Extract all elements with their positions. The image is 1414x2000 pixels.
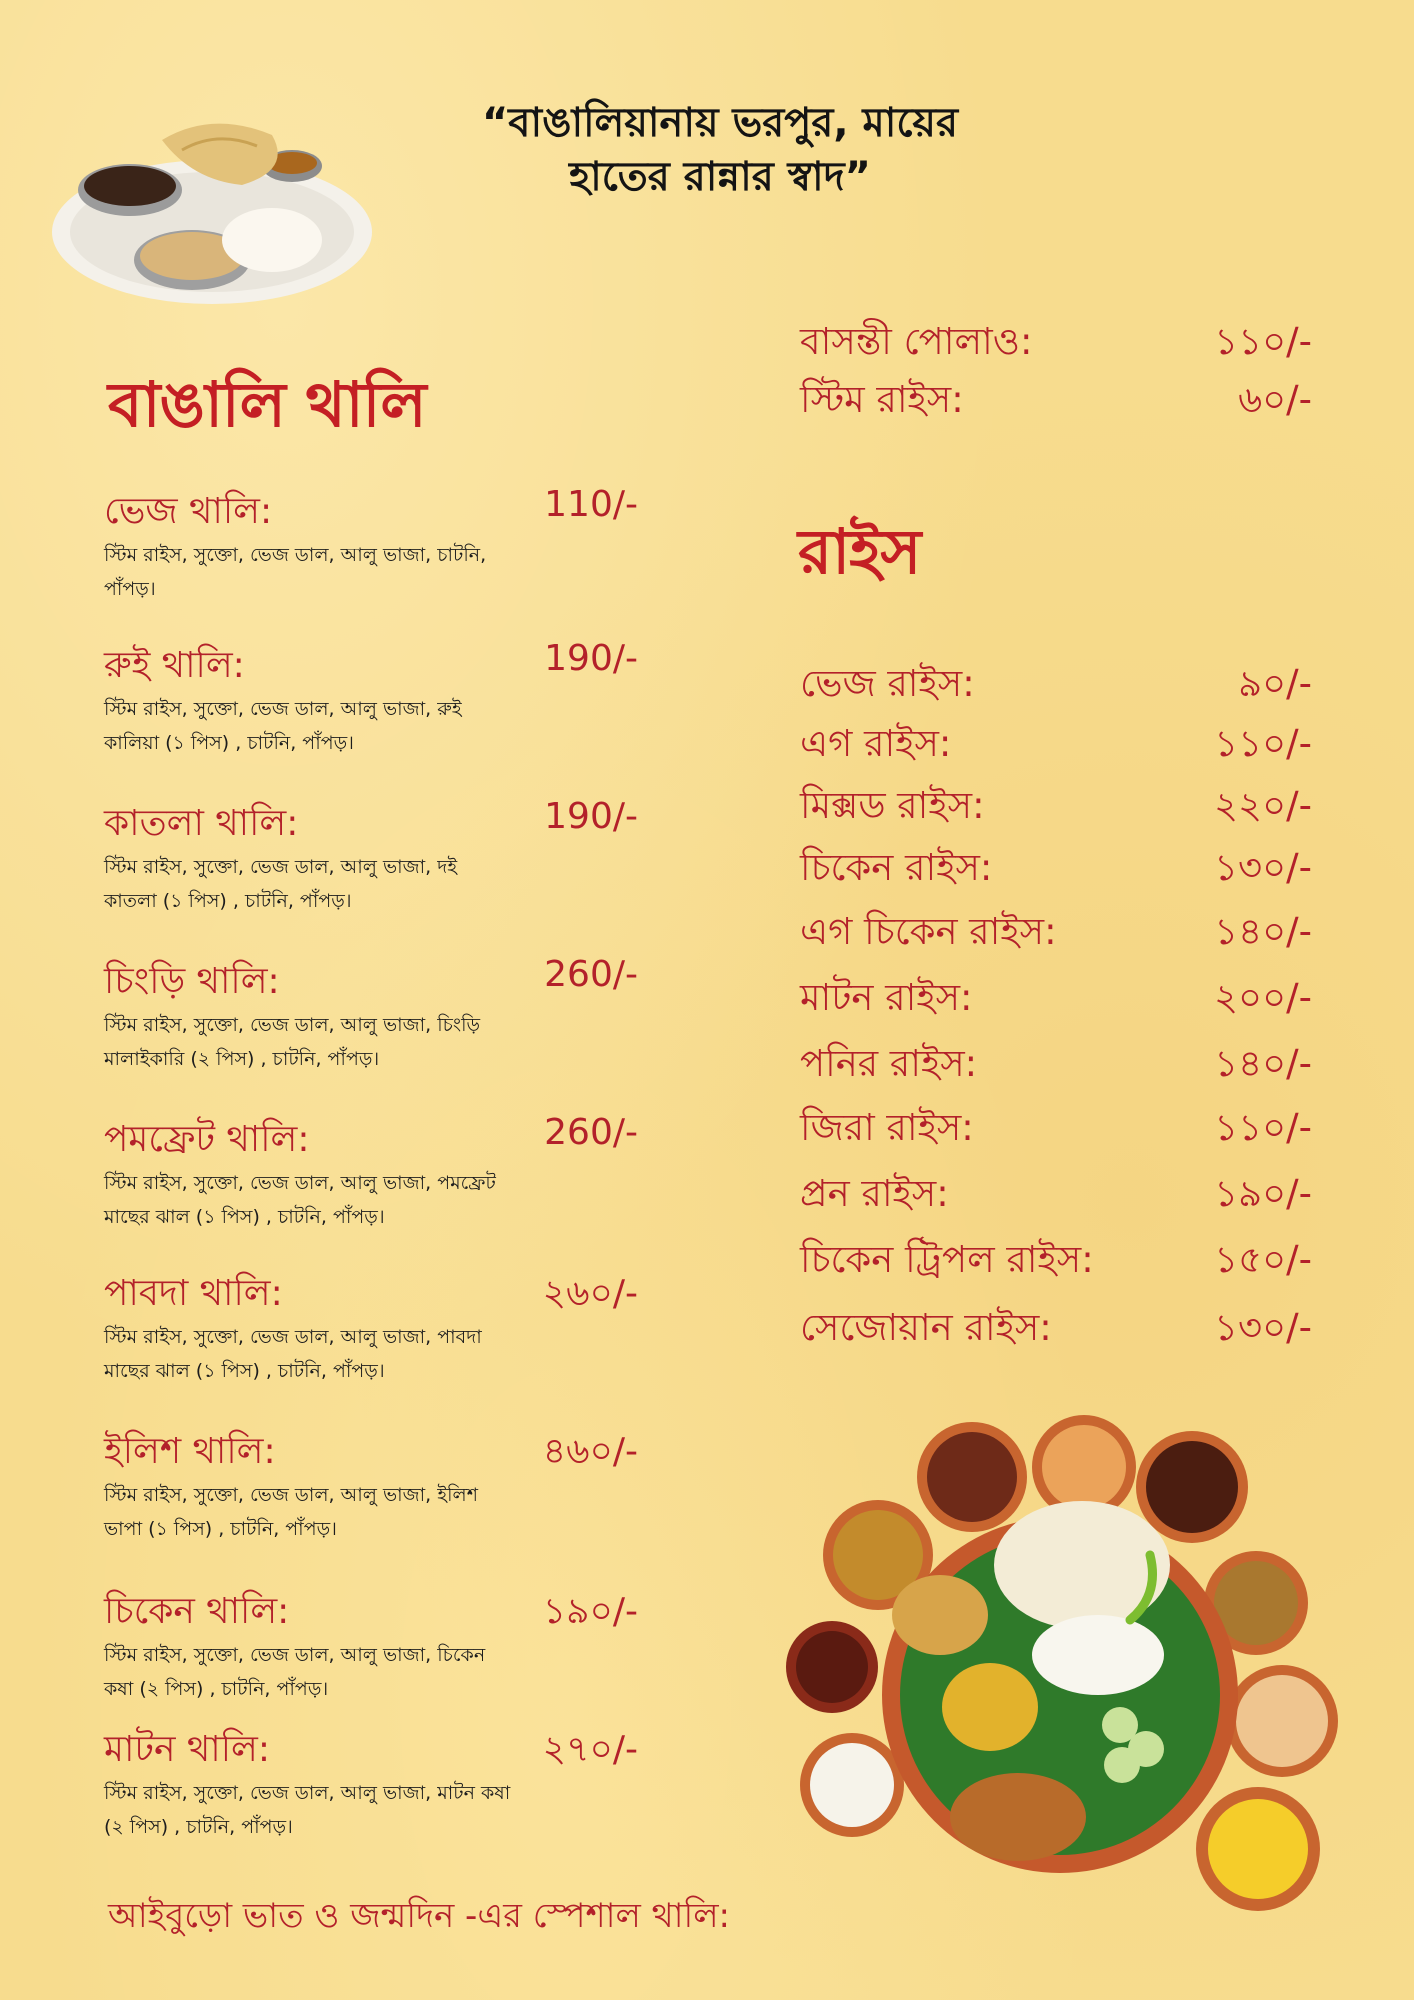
thali-item [104,1112,638,1234]
rice-item-price: ২০০/- [1214,976,1312,1019]
rice-item [800,1164,1312,1216]
thali-item-price: ২৭০/- [542,1729,638,1770]
thali-section-title: বাঙালি থালি [108,368,426,441]
rice-item-name: এগ চিকেন রাইস: [800,910,1057,953]
thali-item-price: 110/- [544,484,638,525]
thali-item-name: কাতলা থালি: [104,803,299,844]
rice-item [800,654,1312,706]
rice-section-title: রাইস [798,515,921,588]
thali-item-name: রুই থালি: [104,645,245,686]
rice-item-name: পনির রাইস: [800,1042,978,1085]
rice-item-price: ১৪০/- [1214,1042,1312,1085]
tagline-line-2: হাতের রান্নার স্বাদ” [569,154,871,200]
rice-item-price: ১৫০/- [1214,1238,1312,1281]
rice-item [800,370,1312,422]
rice-item [800,312,1312,364]
rice-item [800,1098,1312,1150]
rice-item-name: ভেজ রাইস: [800,662,975,705]
thali-item-price: 190/- [544,796,638,837]
thali-plate-photo [42,110,382,310]
thali-item-name: ইলিশ থালি: [104,1431,276,1472]
rice-item-price: ১১০/- [1214,722,1312,765]
rice-item [800,776,1312,828]
rice-item-price: ২২০/- [1214,784,1312,827]
rice-item-name: চিকেন ট্রিপল রাইস: [800,1238,1094,1281]
rice-item [800,902,1312,954]
rice-item-price: ১৯০/- [1214,1172,1312,1215]
rice-item-name: প্রন রাইস: [800,1172,949,1215]
thali-item-price: 260/- [544,1112,638,1153]
thali-item [104,1722,638,1844]
rice-item [800,838,1312,890]
thali-item-description: স্টিম রাইস, সুক্তো, ভেজ ডাল, আলু ভাজা, চিকেন কষা (২ পিস) , চাটনি, পাঁপড়। [104,1644,486,1700]
rice-item-name: সেজোয়ান রাইস: [800,1306,1052,1349]
thali-item-price: ৪৬০/- [542,1431,638,1472]
thali-item-description: স্টিম রাইস, সুক্তো, ভেজ ডাল, আলু ভাজা, পাবদা মাছের ঝাল (১ পিস) , চাটনি, পাঁপড়। [104,1326,482,1382]
thali-item [104,638,638,760]
thali-item-name: ভেজ থালি: [104,491,273,532]
thali-item-description: স্টিম রাইস, সুক্তো, ভেজ ডাল, আলু ভাজা, চাটনি, পাঁপড়। [104,544,487,600]
rice-item [800,1034,1312,1086]
rice-item [800,1298,1312,1350]
rice-item-price: ৬০/- [1238,378,1312,421]
thali-item [104,484,638,606]
rice-item [800,968,1312,1020]
thali-item [104,1266,638,1388]
thali-item-price: ২৬০/- [542,1273,638,1314]
thali-item-name: চিংড়ি থালি: [104,961,280,1002]
rice-item [800,1230,1312,1282]
rice-item-price: ১৩০/- [1214,1306,1312,1349]
rice-item-price: ৯০/- [1238,662,1312,705]
thali-item-name: চিকেন থালি: [104,1591,290,1632]
rice-item-name: মাটন রাইস: [800,976,973,1019]
tagline [380,96,1060,204]
thali-item-price: ১৯০/- [542,1591,638,1632]
rice-item-price: ১৩০/- [1214,846,1312,889]
thali-item-description: স্টিম রাইস, সুক্তো, ভেজ ডাল, আলু ভাজা, ইলিশ ভাপা (১ পিস) , চাটনি, পাঁপড়। [104,1484,478,1540]
thali-item-name: মাটন থালি: [104,1729,270,1770]
rice-item-name: স্টিম রাইস: [800,378,964,421]
rice-item-price: ১১০/- [1214,1106,1312,1149]
rice-item-name: এগ রাইস: [800,722,952,765]
rice-item-price: ১১০/- [1214,320,1312,363]
rice-item-name: মিক্সড রাইস: [800,784,985,827]
special-thali-note: আইবুড়ো ভাত ও জন্মদিন -এর স্পেশাল থালি: [108,1896,731,1936]
thali-item-description: স্টিম রাইস, সুক্তো, ভেজ ডাল, আলু ভাজা, দই কাতলা (১ পিস) , চাটনি, পাঁপড়। [104,856,458,912]
thali-item-description: স্টিম রাইস, সুক্তো, ভেজ ডাল, আলু ভাজা, চিংড়ি মালাইকারি (২ পিস) , চাটনি, পাঁপড়। [104,1014,481,1070]
tagline-line-1: “বাঙালিয়ানায় ভরপুর, মায়ের [482,100,958,146]
rice-item-name: চিকেন রাইস: [800,846,993,889]
thali-item-name: পাবদা থালি: [104,1273,283,1314]
thali-item [104,1424,638,1546]
thali-item [104,796,638,918]
thali-item [104,954,638,1076]
thali-item-description: স্টিম রাইস, সুক্তো, ভেজ ডাল, আলু ভাজা, মাটন কষা (২ পিস) , চাটনি, পাঁপড়। [104,1782,511,1838]
thali-item-description: স্টিম রাইস, সুক্তো, ভেজ ডাল, আলু ভাজা, পমফ্রেট মাছের ঝাল (১ পিস) , চাটনি, পাঁপড়। [104,1172,496,1228]
rice-item-name: বাসন্তী পোলাও: [800,320,1033,363]
rice-item [800,714,1312,766]
rice-item-price: ১৪০/- [1214,910,1312,953]
thali-spread-photo [760,1405,1360,1925]
rice-item-name: জিরা রাইস: [800,1106,974,1149]
thali-item-description: স্টিম রাইস, সুক্তো, ভেজ ডাল, আলু ভাজা, রুই কালিয়া (১ পিস) , চাটনি, পাঁপড়। [104,698,462,754]
thali-item [104,1584,638,1706]
thali-item-name: পমফ্রেট থালি: [104,1119,310,1160]
thali-item-price: 190/- [544,638,638,679]
thali-item-price: 260/- [544,954,638,995]
